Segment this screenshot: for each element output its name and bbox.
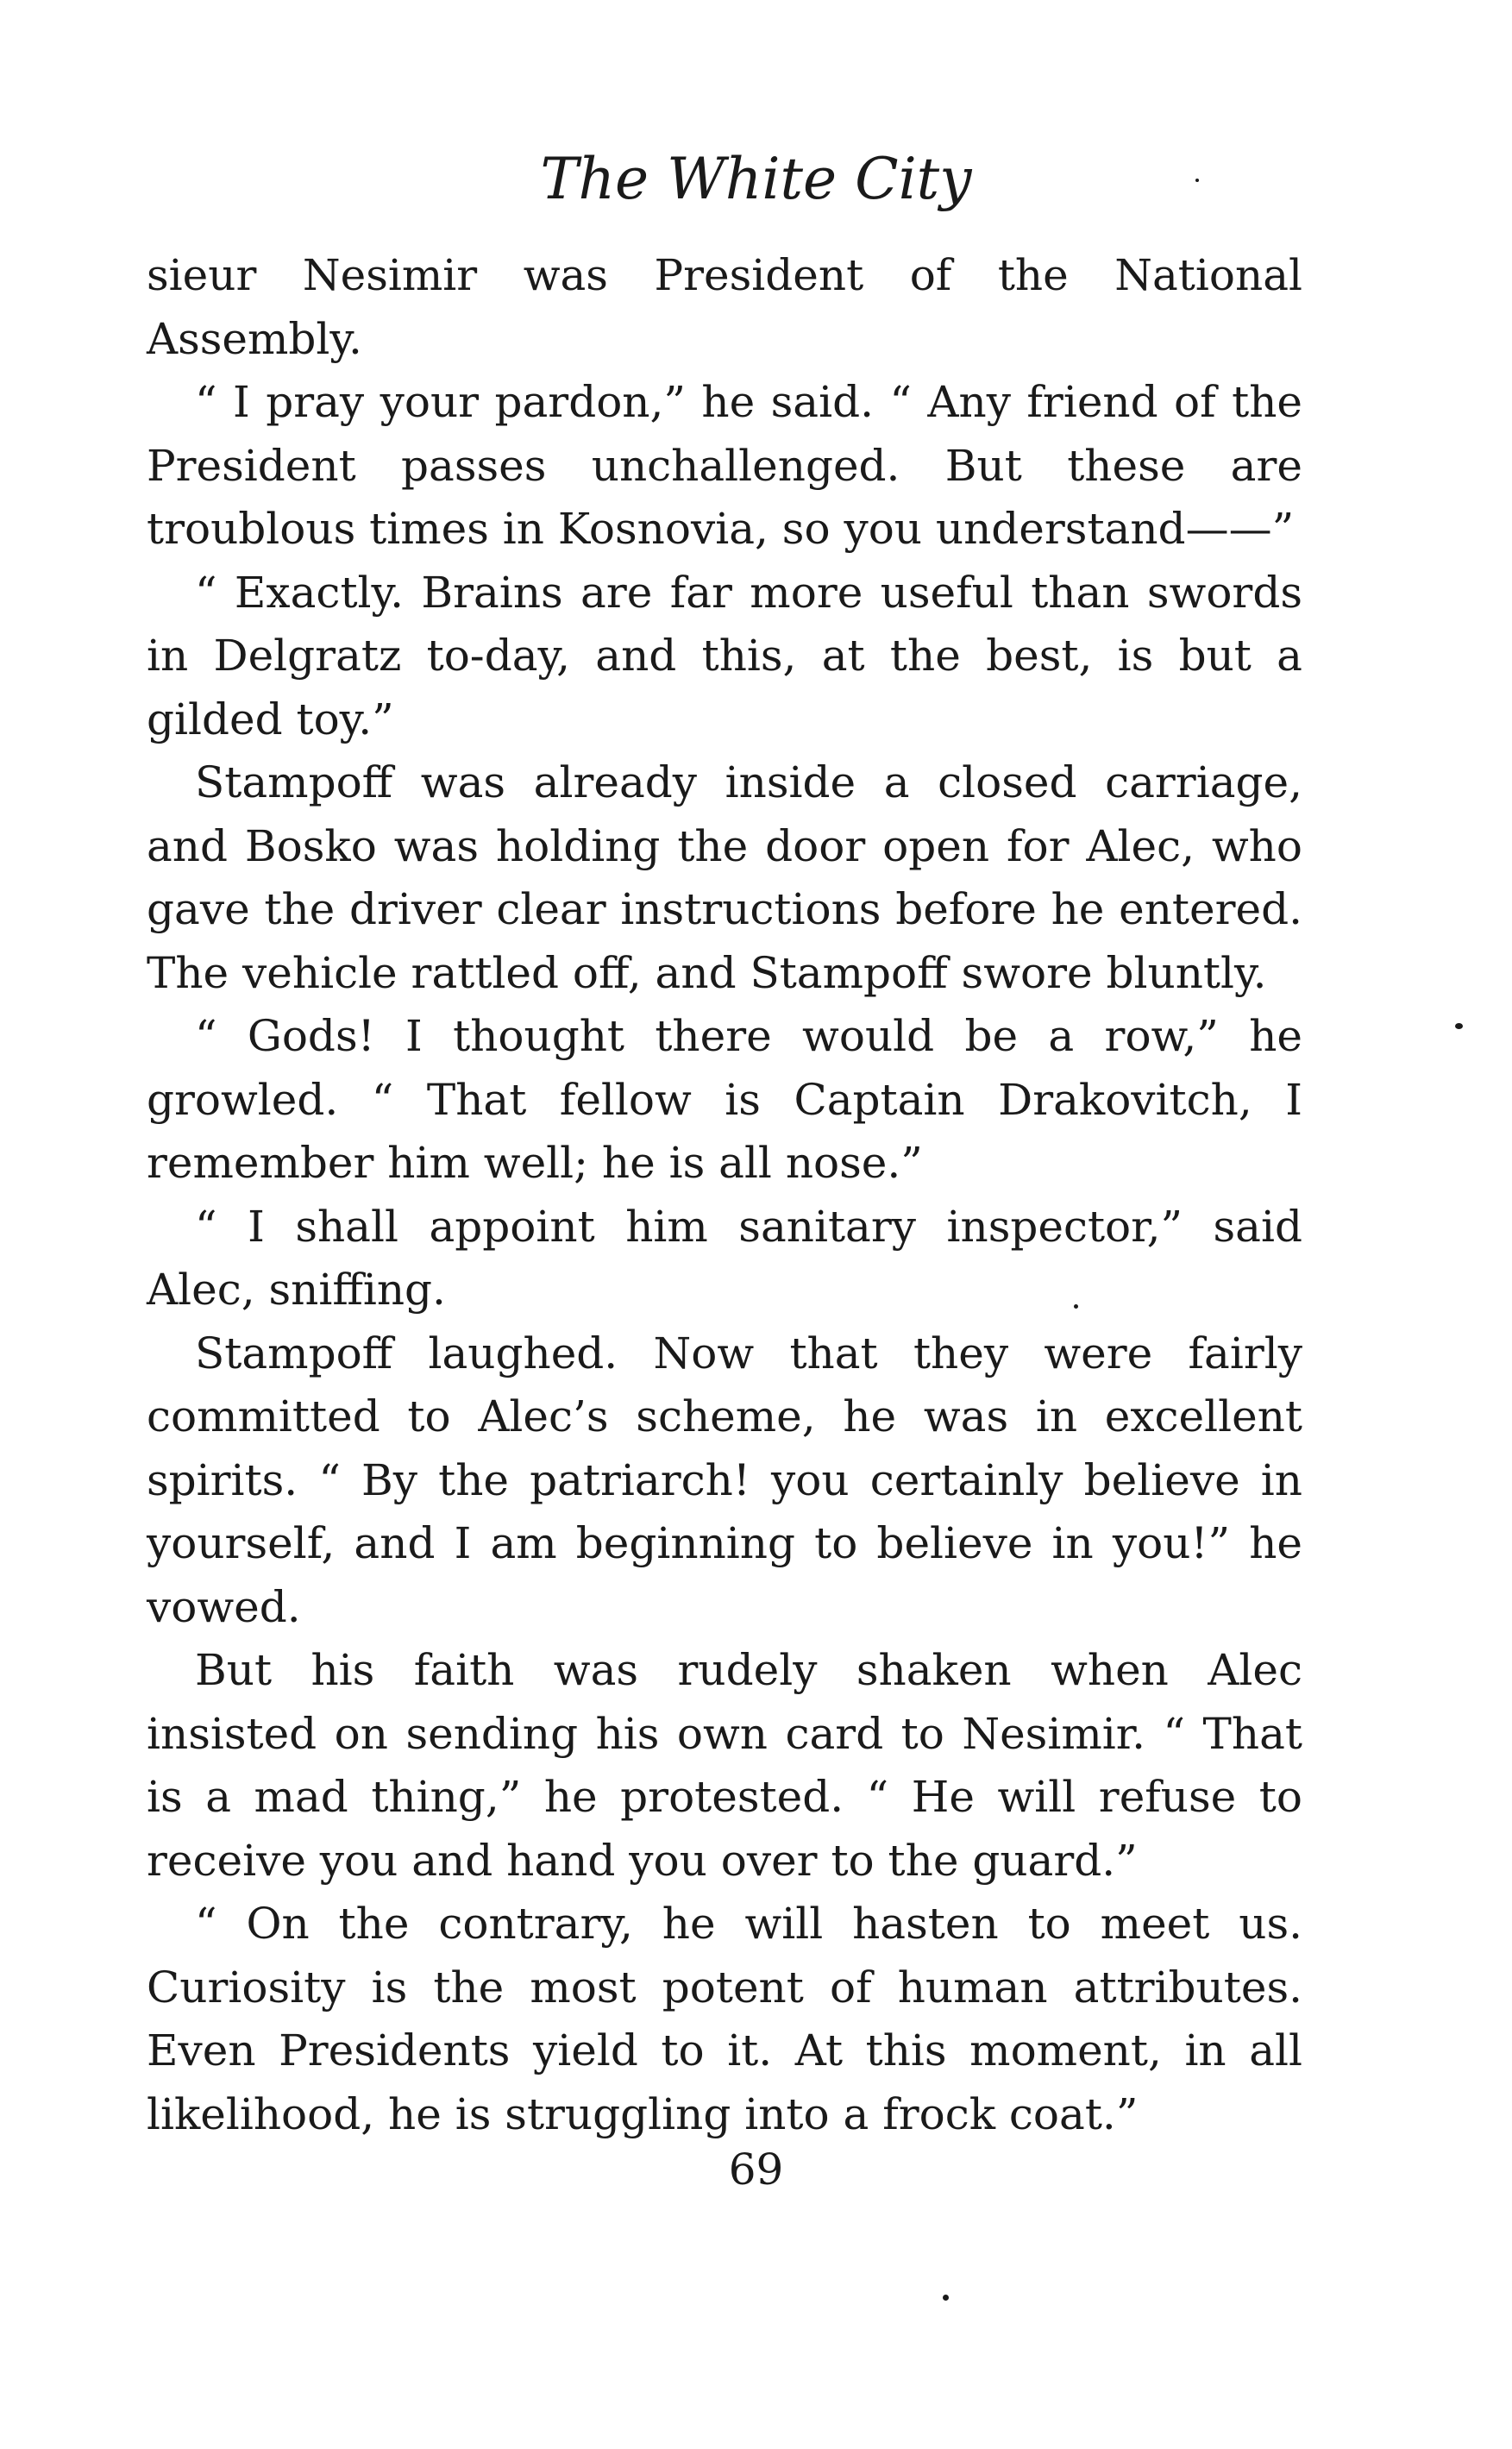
- paragraph: “ On the contrary, he will hasten to meet us. Curiosity is the most potent of human attributes. Even Presidents yield to it. At this moment, in all likelihood, he is struggling into a frock coat.”: [147, 1899, 1302, 2139]
- scan-speck: [1074, 1304, 1078, 1309]
- paragraph: Stampoff was already inside a closed carriage, and Bosko was holding the door open for Alec, who gave the driver clear instructions before he entered. The vehicle rattled off, and Stampoff swore bluntly.: [147, 757, 1302, 998]
- paragraph: “ Gods! I thought there would be a row,” he growled. “ That fellow is Captain Drakovitch, I remember him well; he is all nose.”: [147, 1011, 1302, 1188]
- paragraph: “ Exactly. Brains are far more useful than swords in Delgratz to-day, and this, at the best, is but a gilded toy.”: [147, 567, 1302, 744]
- running-title: The White City: [540, 146, 972, 212]
- page-number: 69: [728, 2144, 784, 2195]
- paragraph: “ I pray your pardon,” he said. “ Any friend of the President passes unchallenged. But these are troublous times in Kosnovia, so you understand——”: [147, 377, 1302, 554]
- paragraph-continued: sieur Nesimir was President of the National Assembly.: [147, 250, 1302, 364]
- paragraph: But his faith was rudely shaken when Alec insisted on sending his own card to Nesimir. “ That is a mad thing,” he protested. “ He will refuse to receive you and hand you over to the guard.”: [147, 1645, 1302, 1886]
- scan-speck: [1455, 1023, 1463, 1029]
- paragraph: “ I shall appoint him sanitary inspector,” said Alec, sniffing.: [147, 1201, 1302, 1315]
- body-text: [147, 244, 1302, 2146]
- scan-speck: [1195, 179, 1199, 182]
- scan-speck: [943, 2295, 949, 2301]
- paragraph: Stampoff laughed. Now that they were fairly committed to Alec’s scheme, he was in excellent spirits. “ By the patriarch! you certainly believe in yourself, and I am beginning to believe in you!” he vowed.: [147, 1328, 1302, 1632]
